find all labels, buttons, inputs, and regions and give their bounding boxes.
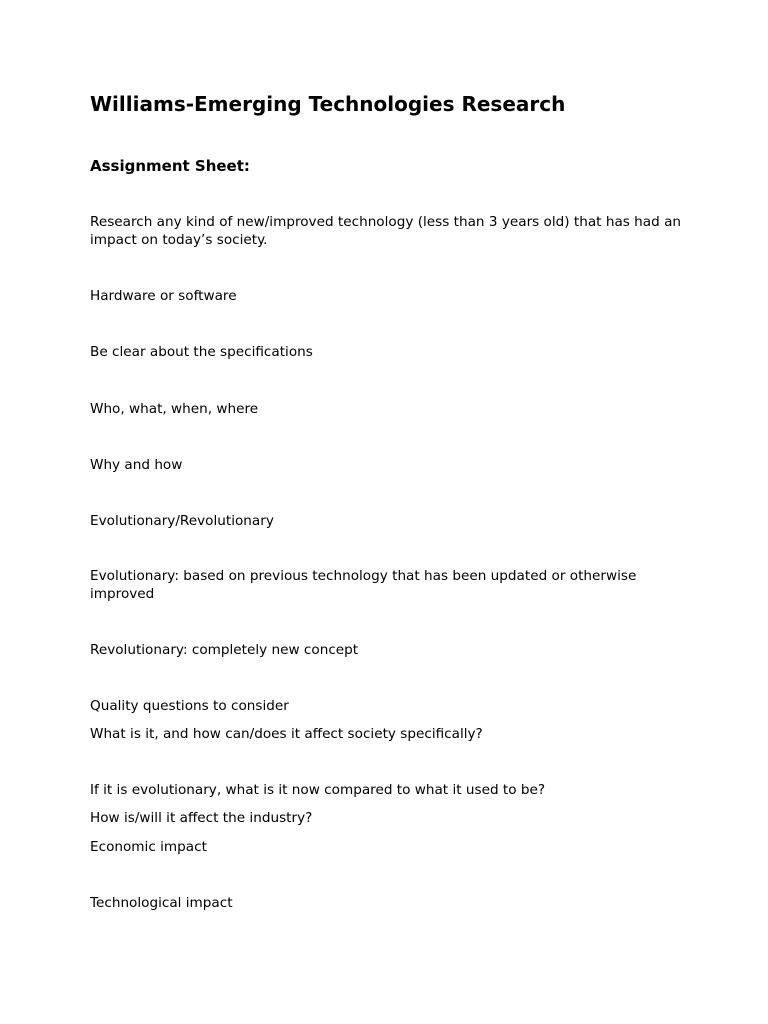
paragraph-who-what: Who, what, when, where: [90, 401, 259, 417]
paragraph-quality-questions: Quality questions to consider: [90, 698, 289, 714]
paragraph-hardware-software: Hardware or software: [90, 288, 237, 304]
paragraph-research-intro: Research any kind of new/improved technology (less than 3 years old) that has had an impact on today’s society.: [90, 214, 682, 248]
paragraph-specifications: Be clear about the specifications: [90, 344, 313, 360]
paragraph-why-how: Why and how: [90, 457, 183, 473]
paragraph-evolutionary-def: Evolutionary: based on previous technology that has been updated or otherwise improved: [90, 568, 637, 602]
paragraph-evo-revo: Evolutionary/Revolutionary: [90, 513, 274, 529]
paragraph-industry: How is/will it affect the industry?: [90, 810, 313, 826]
document-title: Williams-Emerging Technologies Research: [90, 92, 566, 116]
paragraph-economic-impact: Economic impact: [90, 839, 207, 855]
paragraph-what-is-it: What is it, and how can/does it affect society specifically?: [90, 726, 483, 742]
paragraph-technological-impact: Technological impact: [90, 895, 233, 911]
paragraph-revolutionary-def: Revolutionary: completely new concept: [90, 642, 359, 658]
paragraph-if-evolutionary: If it is evolutionary, what is it now compared to what it used to be?: [90, 782, 546, 798]
assignment-sheet-heading: Assignment Sheet:: [90, 157, 250, 175]
